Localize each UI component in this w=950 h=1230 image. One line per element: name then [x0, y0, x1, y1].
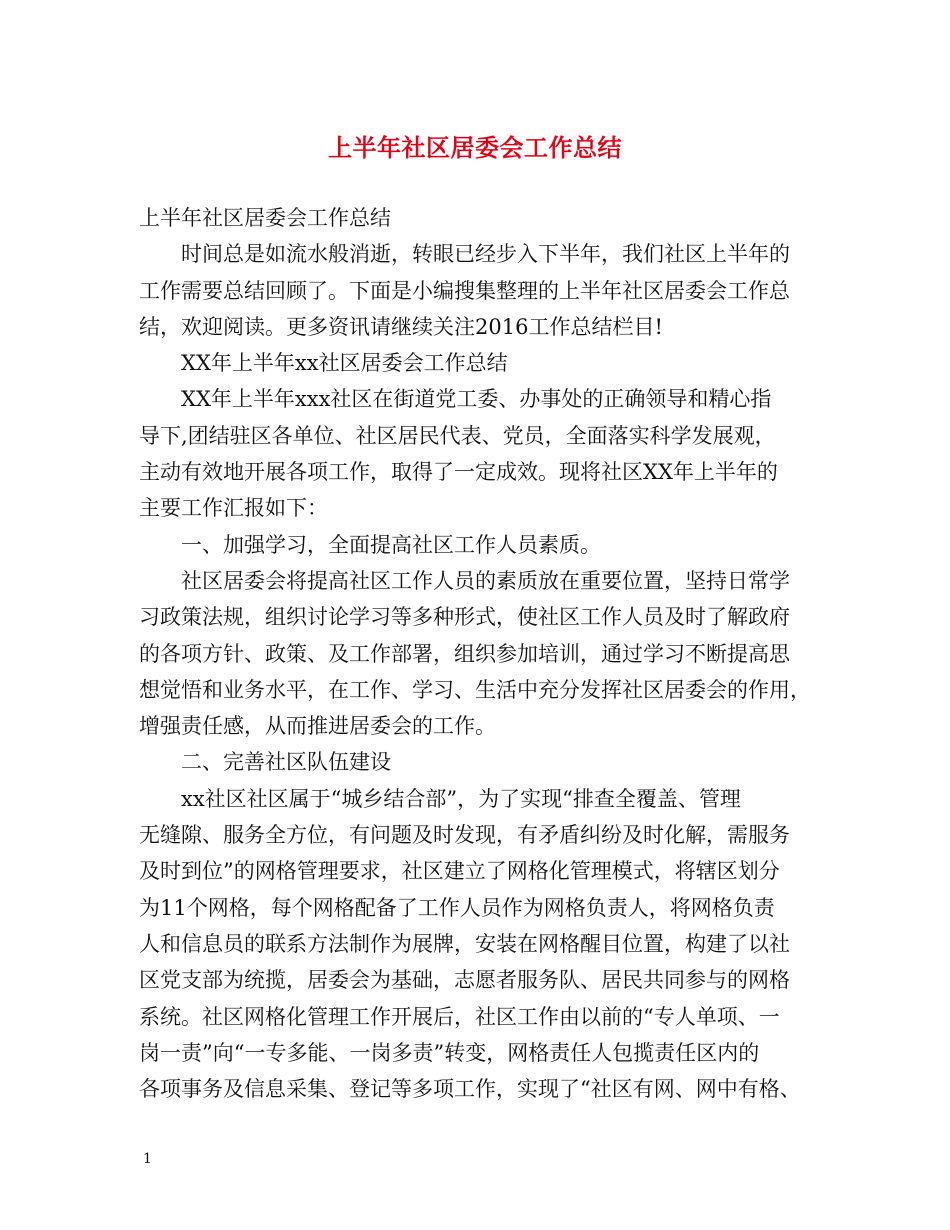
- body-line: 导下,团结驻区各单位、社区居民代表、党员，全面落实科学发展观，: [139, 423, 776, 448]
- document-body: [139, 200, 824, 1107]
- body-line: 工作需要总结回顾了。下面是小编搜集整理的上半年社区居委会工作总: [139, 278, 790, 303]
- body-line: XX年上半年xxx社区在街道党工委、办事处的正确领导和精心指: [181, 387, 772, 412]
- body-line: 上半年社区居委会工作总结: [139, 206, 391, 230]
- body-line: 及时到位”的网格管理要求，社区建立了网格化管理模式，将辖区划分: [139, 859, 780, 884]
- body-line: 想觉悟和业务水平，在工作、学习、生活中充分发挥社区居委会的作用，: [139, 677, 811, 702]
- body-line: 结，欢迎阅读。更多资讯请继续关注2016工作总结栏目!: [139, 314, 663, 339]
- body-line: 人和信息员的联系方法制作为展牌，安装在网格醒目位置，构建了以社: [139, 931, 790, 956]
- body-line: 习政策法规，组织讨论学习等多种形式，使社区工作人员及时了解政府: [139, 605, 790, 630]
- body-line: 的各项方针、政策、及工作部署，组织参加培训，通过学习不断提高思: [139, 641, 790, 666]
- body-line: 区党支部为统揽，居委会为基础，志愿者服务队、居民共同参与的网格: [139, 968, 790, 993]
- body-line: 时间总是如流水般消逝，转眼已经步入下半年，我们社区上半年的: [181, 242, 790, 267]
- body-line: 一、加强学习，全面提高社区工作人员素质。: [181, 532, 601, 557]
- body-line: xx社区社区属于“城乡结合部”，为了实现“排查全覆盖、管理: [181, 786, 741, 811]
- body-line: 岗一责”向“一专多能、一岗多责”转变，网格责任人包揽责任区内的: [139, 1040, 760, 1065]
- body-line: XX年上半年xx社区居委会工作总结: [181, 351, 508, 376]
- body-line: 无缝隙、服务全方位，有问题及时发现，有矛盾纠纷及时化解，需服务: [139, 823, 790, 848]
- body-line: 主要工作汇报如下：: [139, 496, 328, 521]
- page-number: 1: [143, 1151, 152, 1167]
- body-line: 增强责任感，从而推进居委会的工作。: [139, 714, 496, 739]
- body-line: 主动有效地开展各项工作，取得了一定成效。现将社区XX年上半年的: [139, 460, 778, 485]
- body-line: 社区居委会将提高社区工作人员的素质放在重要位置，坚持日常学: [181, 568, 790, 593]
- body-line: 各项事务及信息采集、登记等多项工作，实现了“社区有网、网中有格、: [139, 1077, 801, 1102]
- body-line: 为11个网格，每个网格配备了工作人员作为网格负责人，将网格负责: [139, 895, 775, 920]
- body-line: 系统。社区网格化管理工作开展后，社区工作由以前的“专人单项、一: [139, 1004, 780, 1029]
- document-title: 上半年社区居委会工作总结: [328, 133, 622, 162]
- body-line: 二、完善社区队伍建设: [181, 750, 391, 775]
